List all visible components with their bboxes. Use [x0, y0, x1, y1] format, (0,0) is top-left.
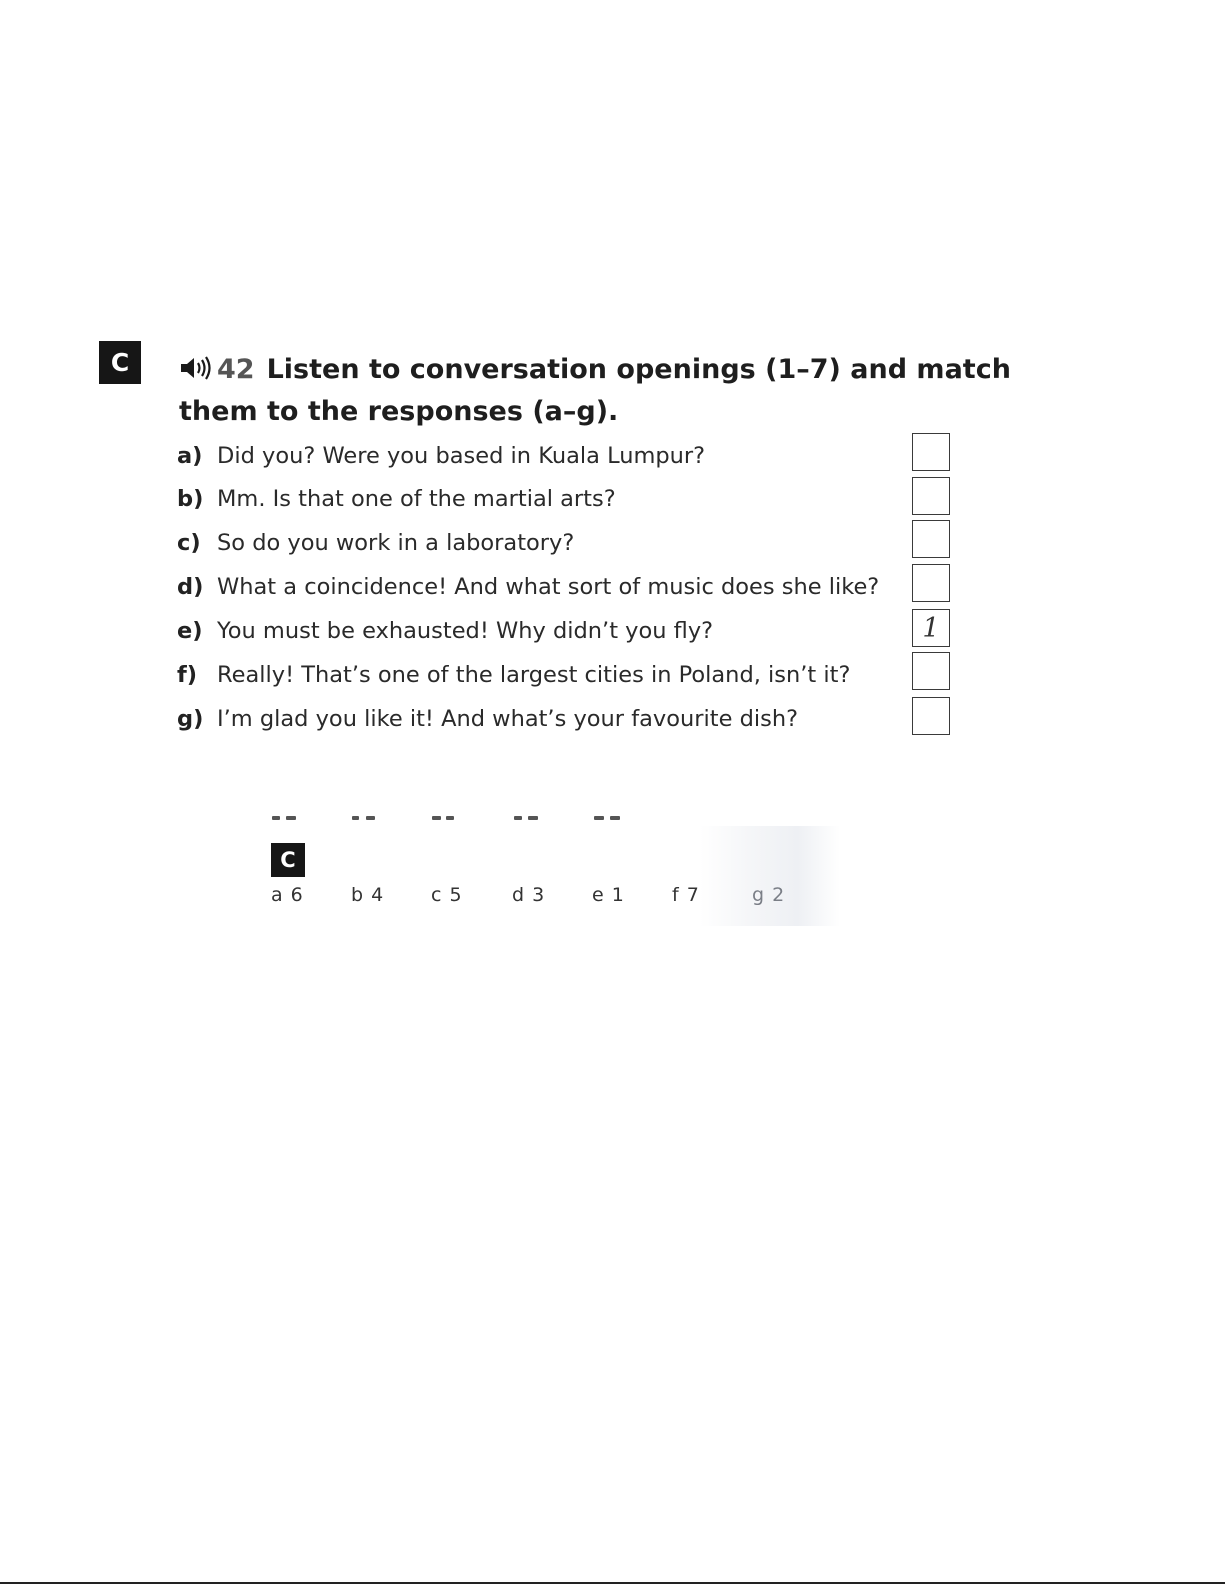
track-number: 42	[217, 354, 255, 385]
list-item	[177, 655, 850, 695]
list-item	[177, 436, 705, 476]
page-edge-rule	[0, 1582, 1225, 1584]
list-item	[177, 699, 798, 739]
section-badge: C	[99, 341, 141, 384]
scan-shade	[700, 826, 840, 926]
item-text: You must be exhausted! Why didn’t you fly?	[217, 618, 714, 644]
answer-box[interactable]	[912, 433, 950, 471]
list-item	[177, 611, 713, 651]
list-item	[177, 479, 616, 519]
item-letter: a)	[177, 443, 203, 469]
answer-key-item: c 5	[431, 884, 463, 906]
item-text: Really! That’s one of the largest cities in Poland, isn’t it?	[217, 662, 851, 688]
item-text: Mm. Is that one of the martial arts?	[217, 486, 616, 512]
answer-key-badge: C	[271, 843, 305, 877]
item-text: So do you work in a laboratory?	[217, 530, 575, 556]
list-item	[177, 523, 574, 563]
answer-key-item: d 3	[512, 884, 546, 906]
answer-box[interactable]: 1	[912, 609, 950, 647]
speaker-icon[interactable]	[179, 355, 213, 381]
answer-key-item: e 1	[592, 884, 625, 906]
item-letter: g)	[177, 706, 204, 732]
answer-box[interactable]	[912, 697, 950, 735]
answer-box[interactable]	[912, 564, 950, 602]
answer-key-item: a 6	[271, 884, 304, 906]
item-letter: e)	[177, 618, 203, 644]
item-text: Did you? Were you based in Kuala Lumpur?	[217, 443, 706, 469]
item-letter: b)	[177, 486, 204, 512]
item-text: What a coincidence! And what sort of music does she like?	[217, 574, 880, 600]
item-letter: c)	[177, 530, 201, 556]
instruction-text: Listen to conversation openings (1–7) and match them to the responses (a–g).	[179, 354, 1011, 427]
item-letter: d)	[177, 574, 204, 600]
answer-box[interactable]	[912, 477, 950, 515]
answer-key-item: b 4	[351, 884, 385, 906]
cropped-answer-row	[268, 816, 688, 830]
item-letter: f)	[177, 662, 198, 688]
answer-key-item: g 2	[752, 884, 786, 906]
answer-key-item: f 7	[672, 884, 700, 906]
answer-box[interactable]	[912, 520, 950, 558]
item-text: I’m glad you like it! And what’s your favourite dish?	[217, 706, 799, 732]
answer-box[interactable]	[912, 652, 950, 690]
list-item	[177, 567, 879, 607]
exercise-instruction	[179, 349, 1079, 433]
